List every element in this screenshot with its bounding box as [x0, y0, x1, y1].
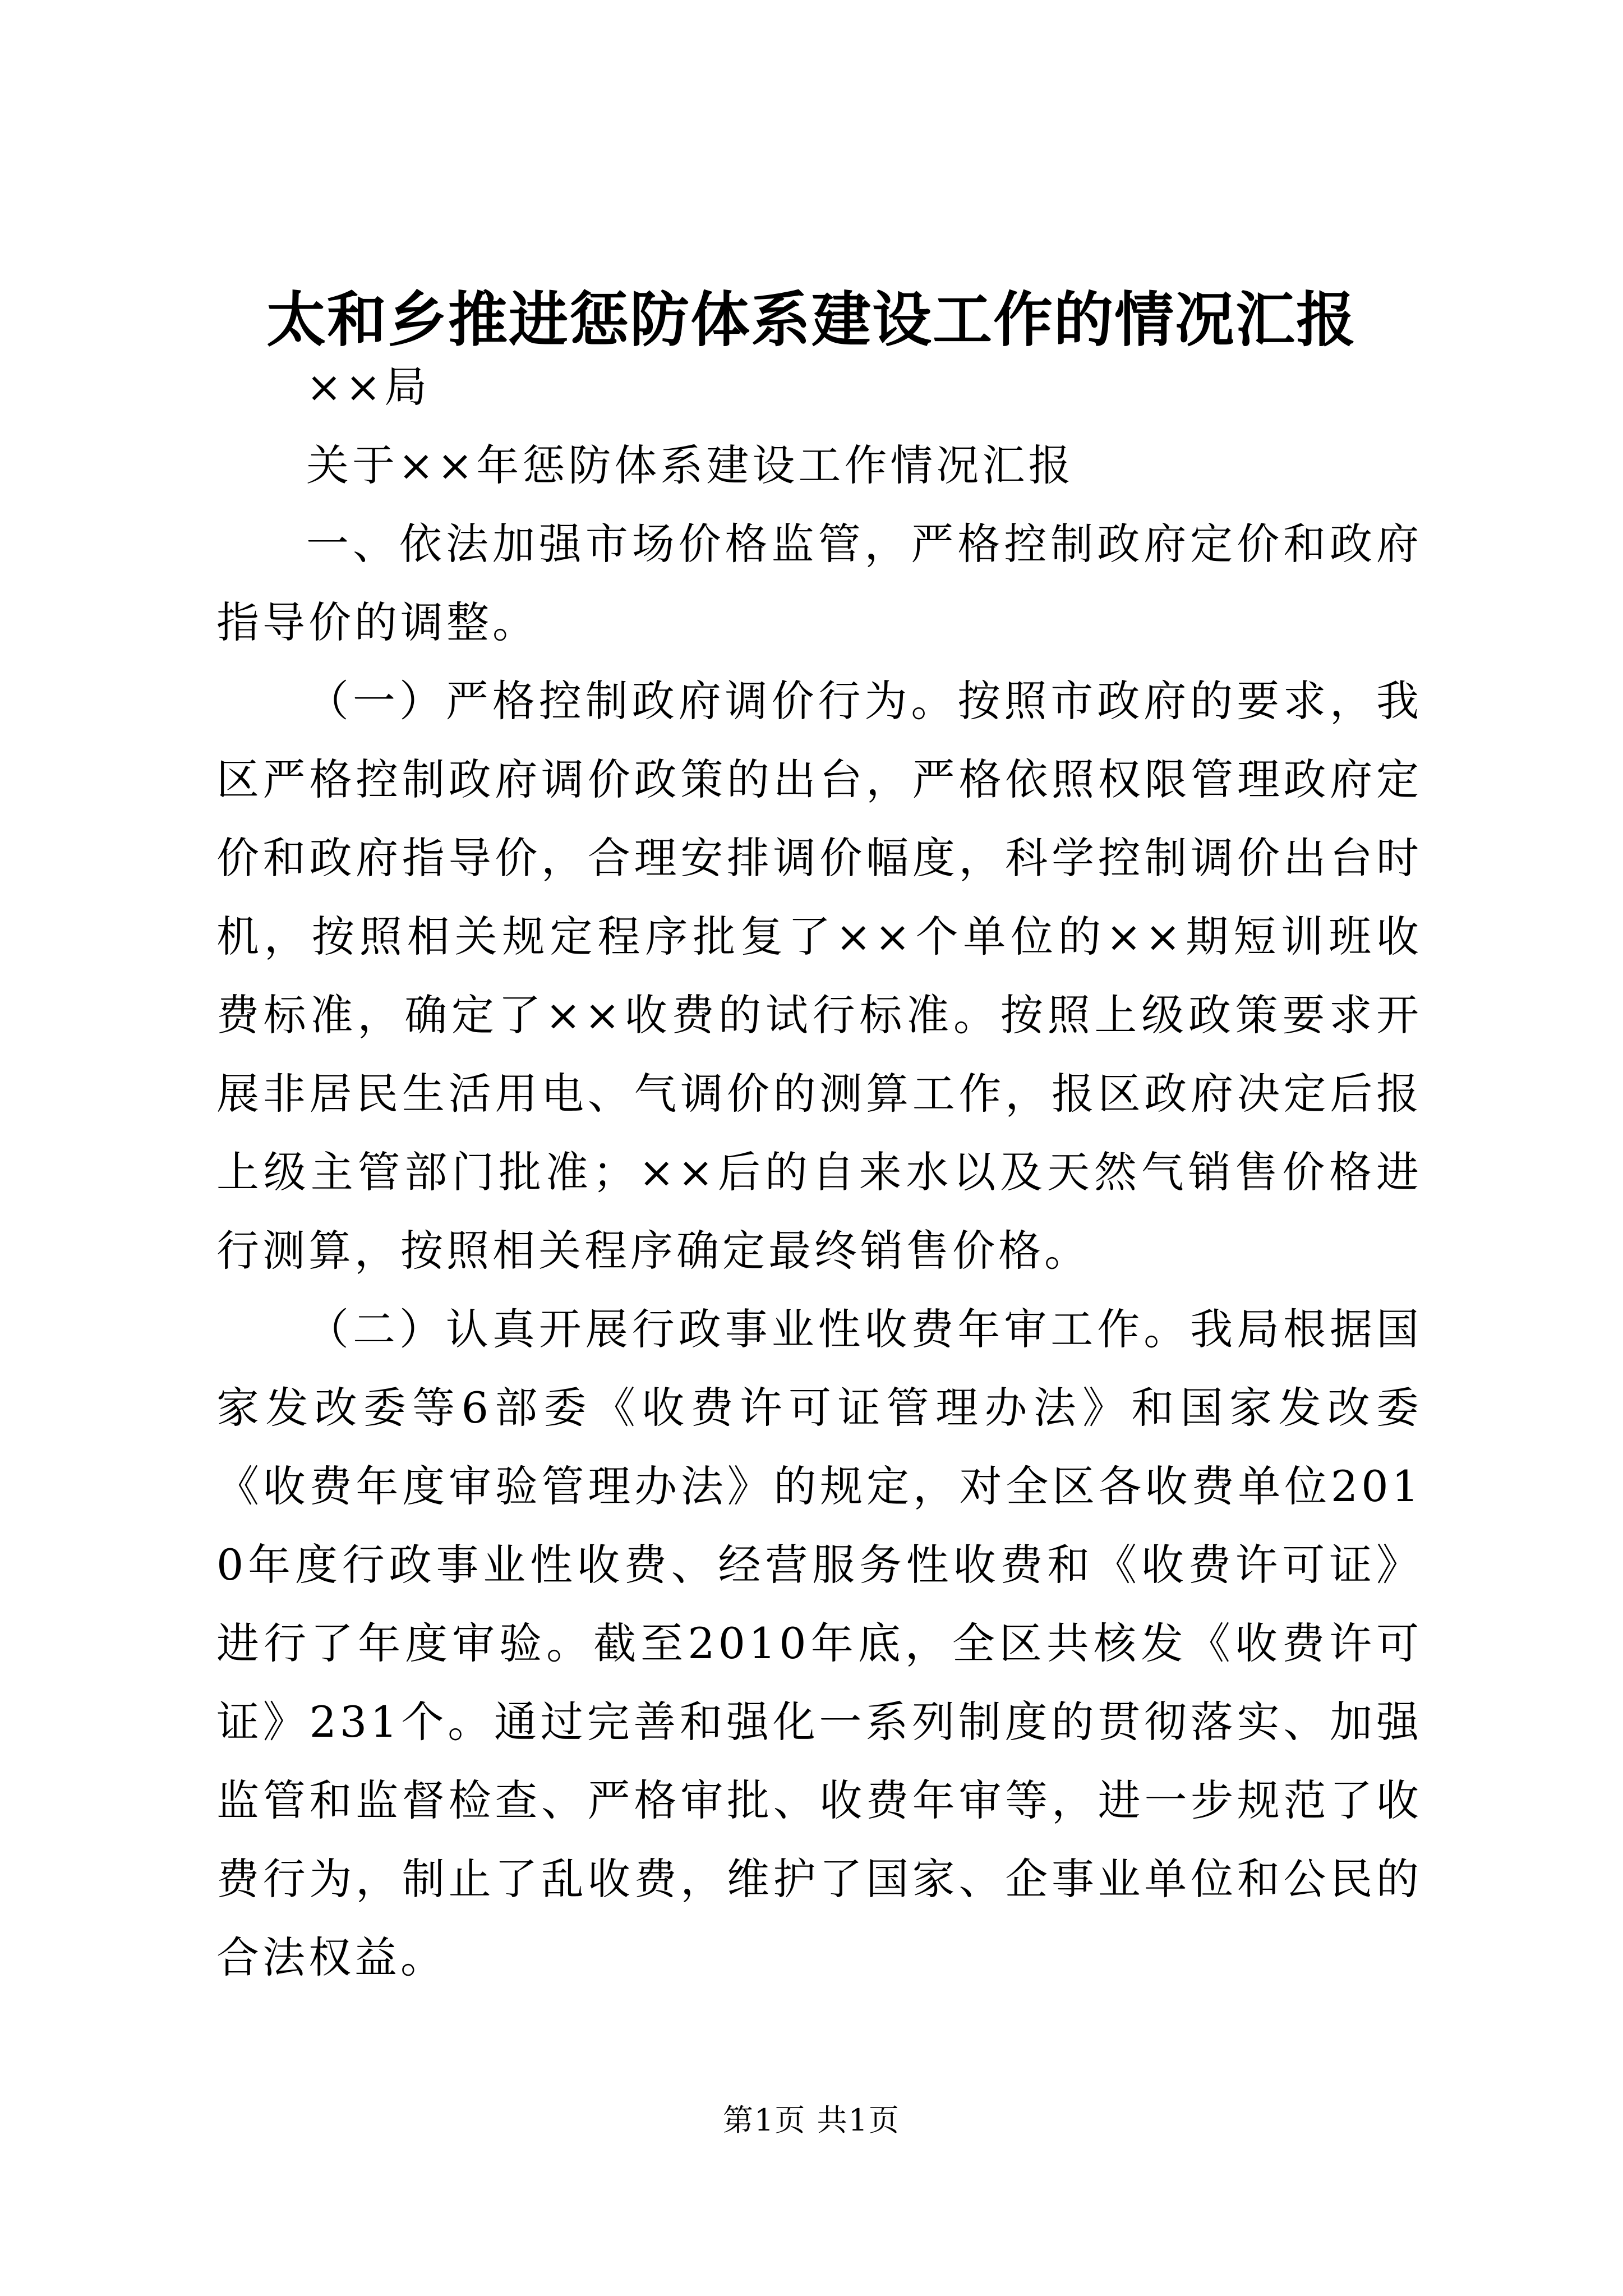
page-number-footer: 第1页 共1页	[723, 2102, 900, 2138]
paragraph-recipient: ××局	[306, 362, 431, 412]
paragraph-subsection-one: （一）严格控制政府调价行为。按照市政府的要求，我区严格控制政府调价政策的出台，严格依照权限管理政府定价和政府指导价，合理安排调价幅度，科学控制调价出台时机，按照相关规定程序批复了××个单位的××期短训班收费标准，确定了××收费的试行标准。按照上级政策要求开展非居民生活用电、气调价的测算工作，报区政府决定后报上级主管部门批准；××后的自来水以及天然气销售价格进行测算，按照相关程序确定最终销售价格。	[216, 676, 1422, 1276]
paragraph-subsection-two: （二）认真开展行政事业性收费年审工作。我局根据国家发改委等6部委《收费许可证管理办法》和国家发改委《收费年度审验管理办法》的规定，对全区各收费单位2010年度行政事业性收费、经营服务性收费和《收费许可证》进行了年度审验。截至2010年底，全区共核发《收费许可证》231个。通过完善和强化一系列制度的贯彻落实、加强监管和监督检查、严格审批、收费年审等，进一步规范了收费行为，制止了乱收费，维护了国家、企事业单位和公民的合法权益。	[216, 1304, 1422, 1982]
paragraph-subject: 关于××年惩防体系建设工作情况汇报	[306, 440, 1075, 490]
document-body	[216, 348, 1422, 1997]
document-title: 太和乡推进惩防体系建设工作的情况汇报	[266, 284, 1357, 355]
paragraph-section-one: 一、依法加强市场价格监管，严格控制政府定价和政府指导价的调整。	[216, 519, 1422, 647]
